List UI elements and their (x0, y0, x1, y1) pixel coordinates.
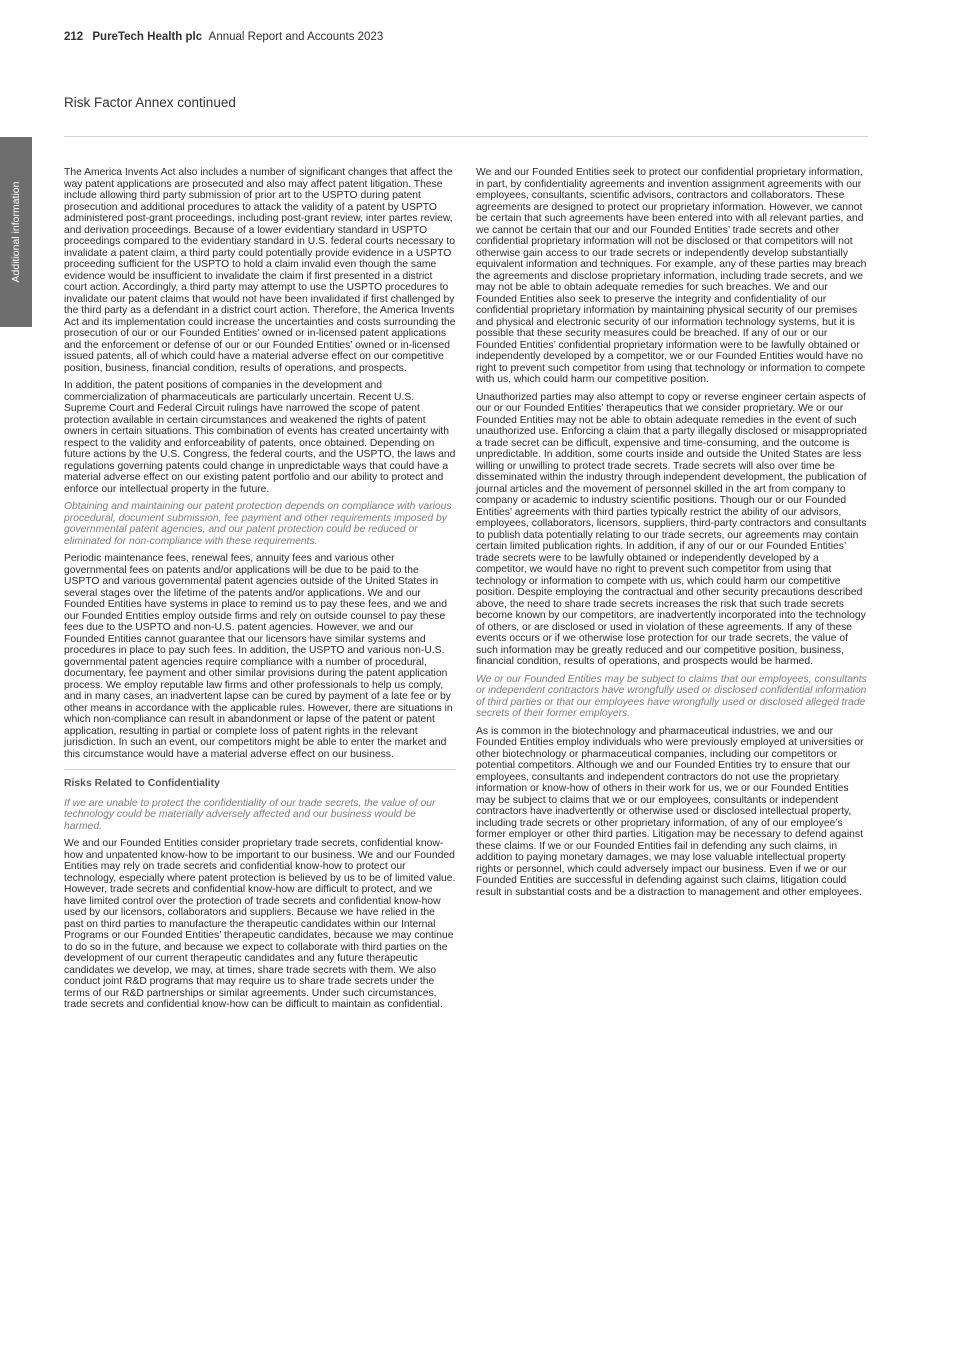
risk-statement: We or our Founded Entities may be subject to claims that our employees, consultants or independent contractors have wrongfully used or disclosed confidential information of third parties or that our employees have wrongfully used or disclosed alleged trade secrets of their former employers. (476, 673, 867, 719)
left-column (64, 167, 456, 1017)
body-paragraph: As is common in the biotechnology and pharmaceutical industries, we and our Founded Entities employ individuals who were previously employed at universities or other biotechnology or pharmaceutical companies, including our competitors or potential competitors. Although we and our Founded Entities try to ensure that our employees, consultants and independent contractors do not use the proprietary information or know-how of others in their work for us, we or our Founded Entities may be subject to claims that we or our employees, consultants or independent contractors have inadvertently or otherwise used or disclosed intellectual property, including trade secrets or other proprietary information, of any of our employee’s former employer or other third parties. Litigation may be necessary to defend against these claims. If we or our Founded Entities fail in defending any such claims, in addition to paying monetary damages, we may lose valuable intellectual property rights or personnel, which could adversely impact our business. Even if we or our Founded Entities are successful in defending against such claims, litigation could result in substantial costs and be a distraction to management and other employees. (476, 725, 864, 898)
section-title: Risk Factor Annex continued (64, 95, 236, 110)
header-divider (64, 136, 868, 137)
body-paragraph: We and our Founded Entities consider proprietary trade secrets, confidential know-how and unpatented know-how to be important to our business. We and our Founded Entities may rely on trade secrets and confidential know-how to protect our technology, especially where patent protection is believed by us to be of limited value. However, trade secrets and confidential know-how are difficult to protect, and we have limited control over the protection of trade secrets and confidential know-how used by our licensors, collaborators and suppliers. Because we have relied in the past on third parties to manufacture the therapeutic candidates within our Internal Programs or our Founded Entities’ therapeutic candidates, because we may continue to do so in the future, and because we expect to collaborate with third parties on the development of our current therapeutic candidates and any future therapeutic candidates we develop, we may, at times, share trade secrets with them. We also conduct joint R&D programs that may require us to share trade secrets under the terms of our R&D partnerships or similar agreements. Under such circumstances, trade secrets and confidential know-how can be difficult to maintain as confidential. (64, 838, 456, 1010)
page-number: 212 (64, 31, 84, 43)
side-tab-label: Additional information (10, 181, 22, 283)
page-header (64, 31, 383, 43)
right-column (476, 167, 868, 904)
body-paragraph: Periodic maintenance fees, renewal fees, annuity fees and various other governmental fees on patents and/or applications will be due to be paid to the USPTO and various governmental patent agencies outside of the United States in several stages over the lifetime of the patents and/or applications. We and our Founded Entities have systems in place to remind us to pay these fees, and we and our Founded Entities employ outside firms and rely on outside counsel to pay these fees due to the USPTO and non-U.S. patent agencies. However, we and our Founded Entities cannot guarantee that our licensors have similar systems and procedures in place to pay such fees. In addition, the USPTO and various non-U.S. governmental patent agencies require compliance with a number of procedural, documentary, fee payment and other similar provisions during the patent application process. We employ reputable law firms and other professionals to help us comply, and in many cases, an inadvertent lapse can be cured by payment of a late fee or by other means in accordance with the applicable rules. However, there are situations in which non-compliance can result in abandonment or lapse of the patent or patent application, resulting in partial or complete loss of patent rights in the relevant jurisdiction. In such an event, our competitors might be able to enter the market and this circumstance would have a material adverse effect on our business. (64, 553, 453, 760)
report-title: Annual Report and Accounts 2023 (208, 31, 384, 43)
side-tab (0, 137, 32, 327)
risk-statement: Obtaining and maintaining our patent protection depends on compliance with various procedural, document submission, fee payment and other requirements imposed by governmental patent agencies, and our patent protection could be reduced or eliminated for non-compliance with these requirements. (64, 501, 452, 547)
body-paragraph: The America Invents Act also includes a number of significant changes that affect the way patent applications are prosecuted and also may affect patent litigation. These include allowing third party submission of prior art to the USPTO during patent prosecution and additional procedures to attack the validity of a patent by USPTO administered post-grant proceedings, including post-grant review, inter partes review, and derivation proceedings. Because of a lower evidentiary standard in USPTO proceedings compared to the evidentiary standard in U.S. federal courts necessary to invalidate a patent claim, a third party could potentially provide evidence in a USPTO proceeding sufficient for the USPTO to hold a claim invalid even though the same evidence would be insufficient to invalidate the claim if first presented in a district court action. Accordingly, a third party may attempt to use the USPTO procedures to invalidate our patent claims that would not have been invalidated if first challenged by the third party as a defendant in a district court action. Therefore, the America Invents Act and its implementation could increase the uncertainties and costs surrounding the prosecution of our or our Founded Entities’ owned or in-licensed patent applications and the enforcement or defense of our or our Founded Entities’ owned or in-licensed issued patents, all of which could have a material adverse effect on our competitive position, business, financial condition, results of operations, and prospects. (64, 167, 456, 374)
body-paragraph: In addition, the patent positions of companies in the development and commercialization of pharmaceuticals are particularly uncertain. Recent U.S. Supreme Court and Federal Circuit rulings have narrowed the scope of patent protection available in certain circumstances and weakened the rights of patent owners in certain situations. This combination of events has created uncertainty with respect to the validity and enforceability of patents, once obtained. Depending on future actions by the U.S. Congress, the federal courts, and the USPTO, the laws and regulations governing patents could change in unpredictable ways that could have a material adverse effect on our existing patent portfolio and our ability to protect and enforce our intellectual property in the future. (64, 380, 456, 495)
body-paragraph: We and our Founded Entities seek to protect our confidential proprietary information, in part, by confidentiality agreements and invention assignment agreements with our employees, consultants, scientific advisors, contractors and collaborators. These agreements are designed to protect our proprietary information. However, we cannot be certain that such agreements have been entered into with all relevant parties, and we cannot be certain that our and our Founded Entities’ trade secrets and other confidential proprietary information will not be disclosed or that competitors will not otherwise gain access to our trade secrets or independently develop substantially equivalent information and techniques. For example, any of these parties may breach the agreements and disclose proprietary information, including trade secrets, and we may not be able to obtain adequate remedies for such breaches. We and our Founded Entities also seek to preserve the integrity and confidentiality of our confidential proprietary information by maintaining physical security of our premises and physical and electronic security of our information technology systems, but it is possible that these security measures could be breached. If any of our or our Founded Entities’ confidential proprietary information were to be lawfully obtained or independently developed by a competitor, we or our Founded Entities would have no right to prevent such competitor from using that technology or information to compete with us, which could harm our competitive position. (476, 167, 867, 385)
body-paragraph: Unauthorized parties may also attempt to copy or reverse engineer certain aspects of our or our Founded Entities’ therapeutics that we consider proprietary. We or our Founded Entities may not be able to obtain adequate remedies in the event of such unauthorized use. Enforcing a claim that a party illegally disclosed or misappropriated a trade secret can be difficult, expensive and time-consuming, and the outcome is unpredictable. In addition, some courts inside and outside the United States are less willing or unwilling to protect trade secrets. Trade secrets will also over time be disseminated within the industry through independent development, the publication of journal articles and the movement of personnel skilled in the art from company to company or academic to industry scientific positions. Though our or our Founded Entities’ agreements with third parties typically restrict the ability of our advisors, employees, collaborators, licensors, suppliers, third-party contractors and consultants to publish data potentially relating to our trade secrets, our agreements may contain certain limited publication rights. In addition, if any of our or our Founded Entities’ trade secrets were to be lawfully obtained or independently developed by a competitor, we would have no right to prevent such competitor from using that technology or information to compete with us, which could harm our competitive position. Despite employing the contractual and other security precautions described above, the need to share trade secrets increases the risk that such trade secrets become known by our competitors, are inadvertently incorporated into the technology of others, or are disclosed or used in violation of these agreements. If any of these events occurs or if we otherwise lose protection for our trade secrets, the value of such information may be greatly reduced and our competitive position, business, financial condition, results of operations, and prospects would be harmed. (476, 391, 867, 667)
risk-statement: If we are unable to protect the confidentiality of our trade secrets, the value of our technology could be materially adversely affected and our business would be harmed. (64, 797, 436, 832)
section-divider (64, 769, 456, 770)
section-heading: Risks Related to Confidentiality (64, 778, 220, 789)
company-name: PureTech Health plc (92, 31, 203, 43)
